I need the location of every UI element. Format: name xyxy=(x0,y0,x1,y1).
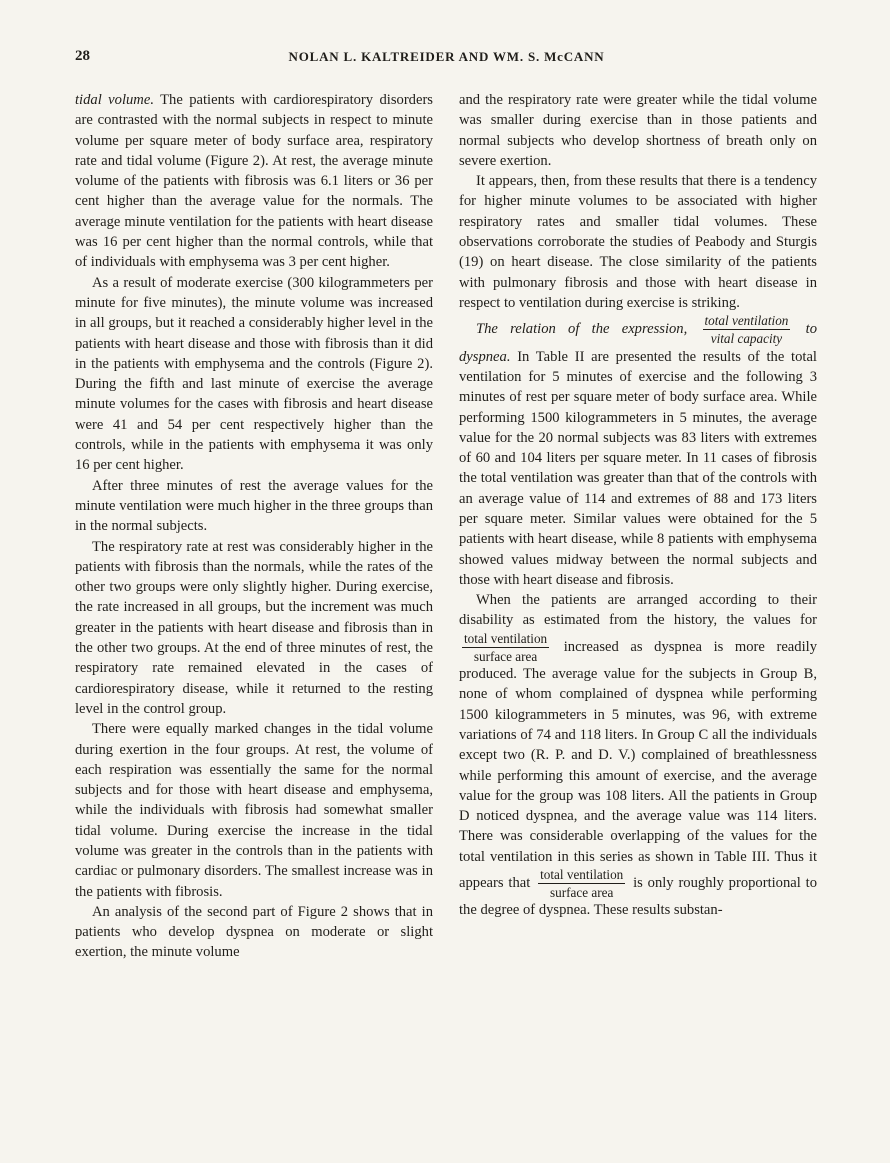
text-columns xyxy=(75,90,817,963)
text-segment: After three minutes of rest the average values for the minute ventilation were much higher in the three groups than in the normal subjects. xyxy=(75,477,433,535)
paragraph xyxy=(459,313,817,590)
text-segment: is only roughly proportional to the degree of dyspnea. These results substan- xyxy=(459,875,817,919)
paragraph xyxy=(75,537,433,720)
inline-fraction xyxy=(538,867,625,900)
inline-fraction xyxy=(462,631,549,664)
text-segment: and the respiratory rate were greater while the tidal volume was smaller during exercise than in those patients and normal subjects who develop shortness of breath only on severe exertion. xyxy=(459,92,817,169)
text-segment: It appears, then, from these results that there is a tendency for higher minute volumes to be associated with higher respiratory rates and smaller tidal volumes. These observations corroborate the studies of Peabody and Sturgis (19) on heart disease. The close similarity of the patients with pulmonary fibrosis and those with heart disease in respect to ventilation during exercise is striking. xyxy=(459,173,817,311)
fraction-numerator: total ventilation xyxy=(462,631,549,648)
paragraph xyxy=(459,590,817,921)
paragraph xyxy=(75,273,433,476)
left-column xyxy=(75,90,433,963)
text-segment: As a result of moderate exercise (300 kilogrammeters per minute for five minutes), the minute volume was increased in all groups, but it reached a considerably higher level in the patients with heart disease and those with fibrosis than it did in the patients with emphysema and the controls (Figure 2). During the fifth and last minute of exercise the average minute volumes for the cases with fibrosis and heart disease were 41 and 54 per cent respectively higher than the controls, while in the patients with emphysema it was only 16 per cent higher. xyxy=(75,274,433,474)
text-segment: An analysis of the second part of Figure 2 shows that in patients who develop dyspnea on moderate or slight exertion, the minute volume xyxy=(75,903,433,961)
fraction-numerator: total ventilation xyxy=(538,867,625,884)
page-number: 28 xyxy=(75,48,90,64)
text-segment: The relation of the expression, xyxy=(476,321,700,338)
running-title: NOLAN L. KALTREIDER AND WM. S. McCANN xyxy=(288,49,605,64)
fraction-numerator: total ventilation xyxy=(703,313,791,330)
text-segment: The patients with cardiorespiratory disorders are contrasted with the normal subjects in respect to minute volume per square meter of body surface area, respiratory rate and tidal volume (Figure 2). At rest, the average minute volume of the patients with fibrosis was 6.1 liters or 36 per cent higher than the average value for the normals. The average minute ventilation for the patients with heart disease was 16 per cent higher than the normal controls, while that of individuals with emphysema was 3 per cent higher. xyxy=(75,92,433,271)
paragraph xyxy=(75,90,433,273)
fraction-denominator: surface area xyxy=(473,648,538,664)
page-header xyxy=(75,48,818,68)
text-segment: increased as dyspnea is more readily produced. The average value for the subjects in Group B, none of whom complained of dyspnea while performing 1500 kilogrammeters in 5 minutes, was 96, with extreme variations of 74 and 118 liters. In Group C all the individuals except two (R. P. and D. V.) complained of breathlessness while performing this amount of exercise, and the average value for the group was 108 liters. All the patients in Group D noticed dyspnea, and the average value was 114 liters. There was considerable overlapping of the values for the total ventilation in this series as shown in Table III. Thus it appears that xyxy=(459,638,817,892)
paragraph xyxy=(75,476,433,537)
text-segment: There were equally marked changes in the tidal volume during exertion in the four groups. At rest, the volume of each respiration was essentially the same for the normal subjects and for those with heart disease and emphysema, while the individuals with fibrosis had somewhat smaller tidal volume. During exercise the increase in the tidal volume was greater in the controls than in the patients with cardiac or pulmonary disorders. The smallest increase was in the patients with fibrosis. xyxy=(75,721,433,900)
text-segment: to dyspnea. xyxy=(459,321,817,365)
text-segment: tidal volume. xyxy=(75,92,154,108)
paragraph xyxy=(75,902,433,963)
paragraph xyxy=(75,719,433,902)
paragraph xyxy=(459,171,817,313)
text-segment: In Table II are presented the results of the total ventilation for 5 minutes of exercise and the following 3 minutes of rest per square meter of body surface area. While performing 1500 kilogrammeters in 5 minutes, the average value for the 20 normal subjects was 83 liters with extremes of 60 and 104 liters per square meter. In 11 cases of fibrosis the total ventilation was greater than that of the controls with an average value of 114 and extremes of 88 and 173 liters per square meter. Similar values were obtained for the 5 patients with heart disease, while 8 patients with emphysema showed values midway between the normal subjects and those with heart disease and fibrosis. xyxy=(459,348,817,588)
right-column xyxy=(459,90,817,963)
paragraph xyxy=(459,90,817,171)
inline-fraction xyxy=(703,313,791,346)
text-segment: The respiratory rate at rest was considerably higher in the patients with fibrosis than the normals, while the rates of the other two groups were only slightly higher. During exercise, the rate increased in all groups, but the increment was much greater in the patients with heart disease and fibrosis than in the other two groups. At the end of three minutes of rest, the respiratory rate remained elevated in the cases of cardiorespiratory disease, while it returned to the resting level in the control group. xyxy=(75,538,433,717)
text-segment: When the patients are arranged according to their disability as estimated from the history, the values for xyxy=(459,592,817,629)
fraction-denominator: surface area xyxy=(550,885,614,901)
fraction-denominator: vital capacity xyxy=(710,331,783,347)
